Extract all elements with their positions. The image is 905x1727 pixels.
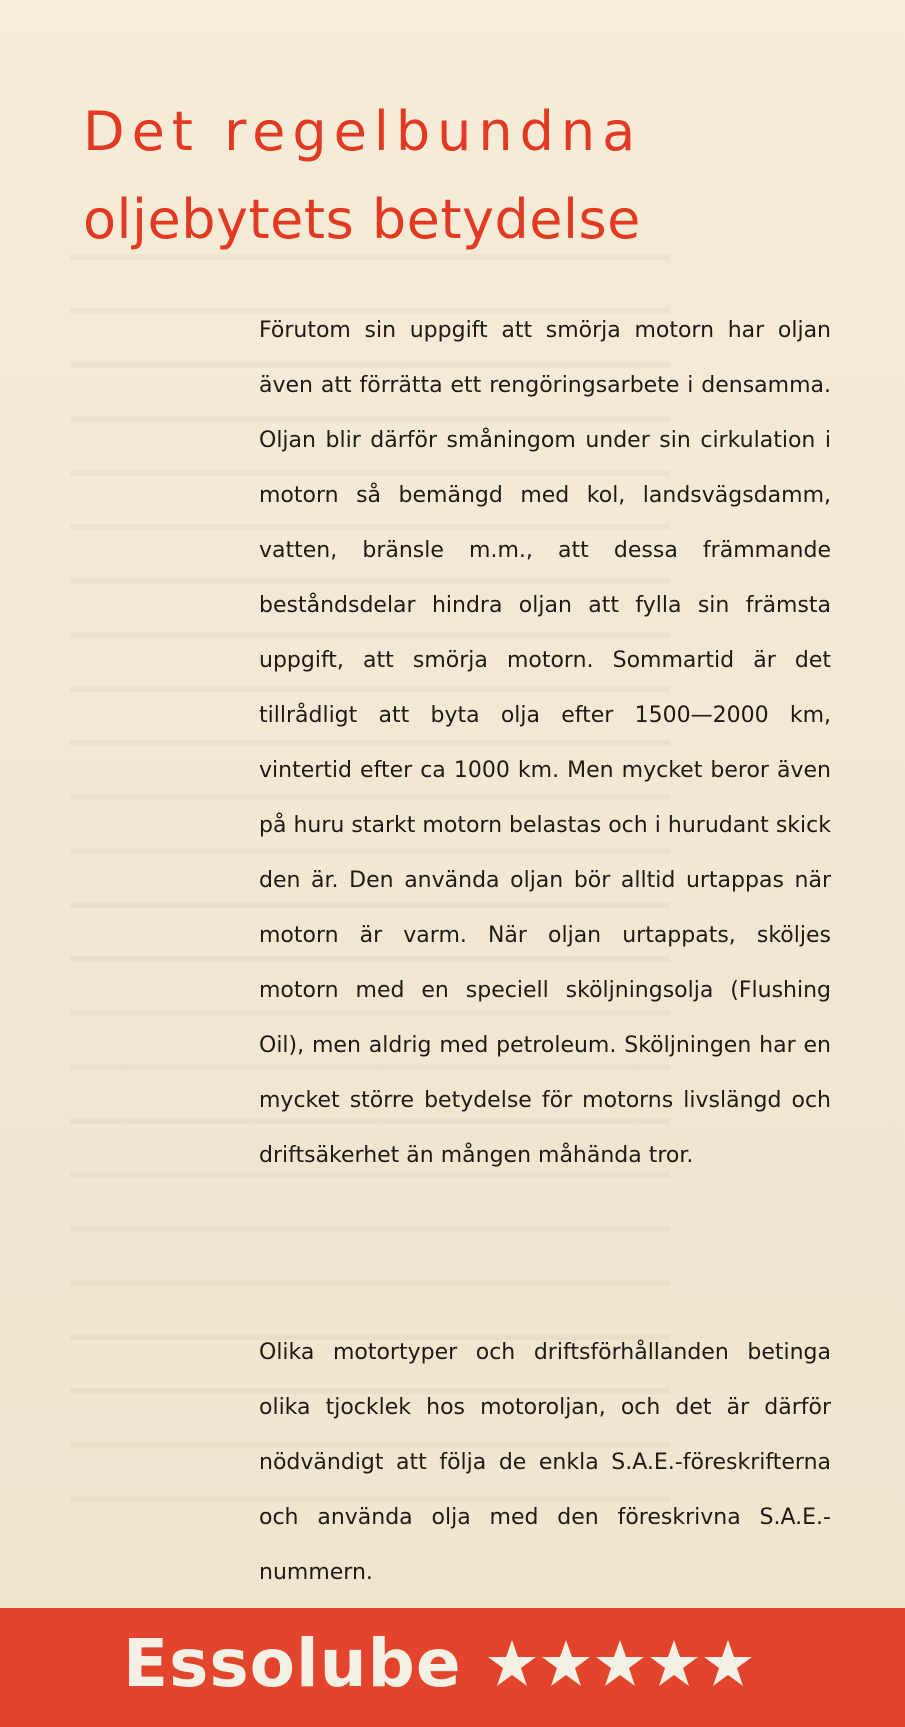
star-icon [595, 1638, 645, 1694]
body-paragraph-2: Olika motortyper och driftsförhållanden betinga olika tjocklek hos motoroljan, och det är därför nödvändigt att följa de enkla S.A.E.-föreskrifterna och använda olja med den föreskrivna S.A.E.-nummern. [259, 1340, 831, 1585]
star-icon [487, 1638, 537, 1694]
body-paragraph-1: Förutom sin uppgift att smörja motorn har oljan även att förrätta ett rengöringsarbete i densamma. Oljan blir därför småningom under sin cirkulation i motorn så bemängd med kol, landsvägsdamm, vatten, bränsle m.m., att dessa främmande beståndsdelar hindra oljan att fylla sin främsta uppgift, att smörja motorn. Sommartid är det tillrådligt att byta olja efter 1500—2000 km, vintertid efter ca 1000 km. Men mycket beror även på huru starkt motorn belastas och i hurudant skick den är. Den använda oljan bör alltid urtappas när motorn är varm. När oljan urtappats, sköljes motorn med en speciell sköljningsolja (Flushing Oil), men aldrig med petroleum. Sköljningen har en mycket större betydelse för motorns livslängd och driftsäkerhet än mången måhända tror. [259, 318, 831, 1168]
brand-logo: Essolube [123, 1625, 462, 1702]
star-icon [541, 1638, 591, 1694]
title-line-1: Det regelbundna [83, 100, 643, 163]
page-title [83, 88, 803, 264]
star-icon [703, 1638, 753, 1694]
star-icon [649, 1638, 699, 1694]
rating-stars [487, 1638, 753, 1694]
title-line-2: oljebytets betydelse [83, 188, 641, 251]
